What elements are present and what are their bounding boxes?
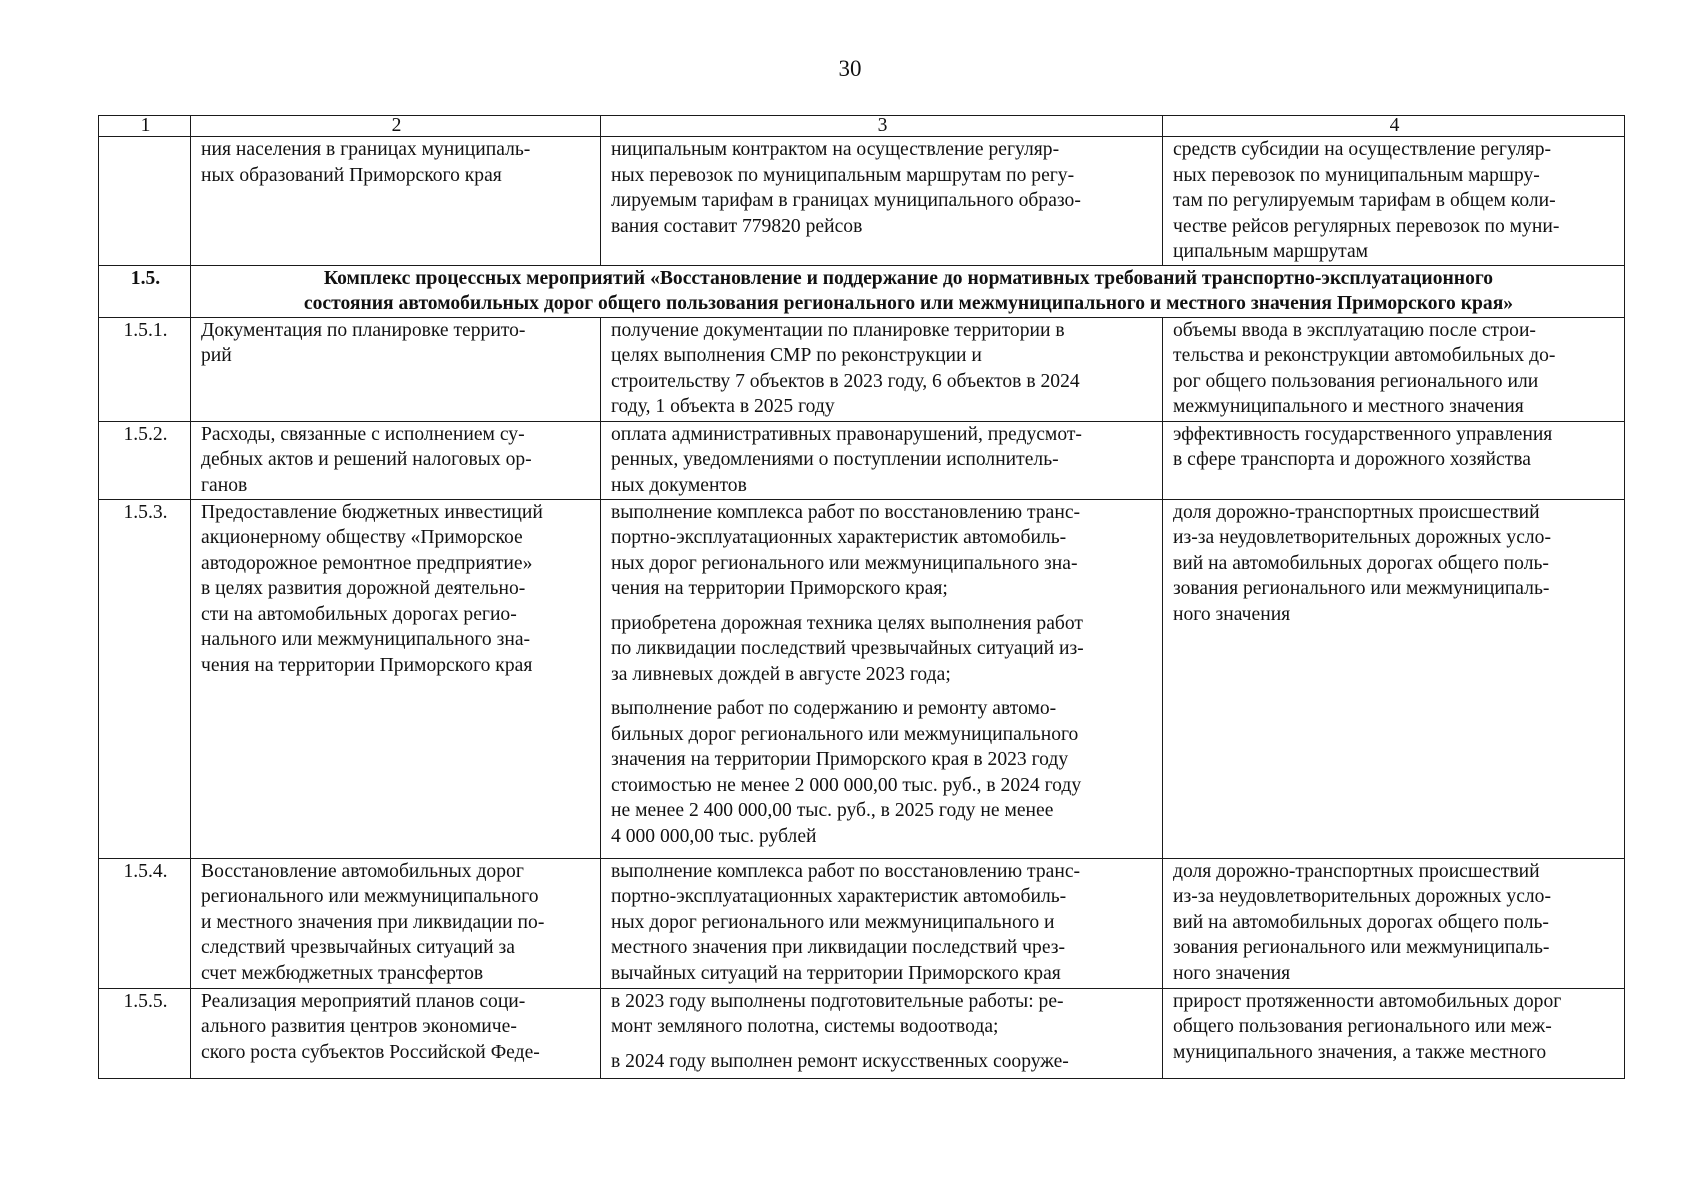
row-number: 1.5.3. bbox=[99, 499, 191, 858]
column-header: 2 bbox=[191, 116, 601, 137]
result-paragraph: выполнение комплекса работ по восстановлению транс- портно-эксплуатационных характеристик автомобиль- ных дорог регионального или межмуниципального и местного значения при ликвидации последствий чрез- вычайных ситуаций на территории Приморского края bbox=[611, 860, 1081, 984]
measure-name-cell: Восстановление автомобильных дорог регионального или межмуниципального и местного значения при ликвидации по- следствий чрезвычайных ситуаций за счет межбюджетных трансфертов bbox=[191, 858, 601, 988]
section-title: Комплекс процессных мероприятий «Восстановление и поддержание до нормативных требований транспортно-эксплуатационного состояния автомобильных дорог общего пользования регионального или межмуниципального и местного значения Приморского края» bbox=[191, 265, 1625, 317]
table-row bbox=[99, 421, 1625, 499]
continuation-row bbox=[99, 137, 1625, 266]
indicator-cell: объемы ввода в эксплуатацию после строи- тельства и реконструкции автомобильных до- рог общего пользования регионального или межмуниципального и местного значения bbox=[1163, 317, 1625, 421]
row-number: 1.5.4. bbox=[99, 858, 191, 988]
table-row bbox=[99, 499, 1625, 858]
indicator-cell: доля дорожно-транспортных происшествий из-за неудовлетворительных дорожных усло- вий на автомобильных дорогах общего поль- зования регионального или межмуниципаль- ного значения bbox=[1163, 499, 1625, 858]
measure-name-cell: ния населения в границах муниципаль- ных образований Приморского края bbox=[191, 137, 601, 266]
table-row bbox=[99, 988, 1625, 1078]
measure-name-cell: Документация по планировке террито- рий bbox=[191, 317, 601, 421]
table-row bbox=[99, 317, 1625, 421]
row-number: 1.5.5. bbox=[99, 988, 191, 1078]
result-paragraph: оплата административных правонарушений, предусмот- ренных, уведомлениями о поступлении исполнитель- ных документов bbox=[611, 423, 1082, 496]
result-paragraph: приобретена дорожная техника целях выполнения работ по ликвидации последствий чрезвычайных ситуаций из- за ливневых дождей в августе 2023 года; bbox=[611, 612, 1084, 685]
section-row bbox=[99, 265, 1625, 317]
column-header: 4 bbox=[1163, 116, 1625, 137]
row-number: 1.5.1. bbox=[99, 317, 191, 421]
column-header: 3 bbox=[601, 116, 1163, 137]
column-number-row bbox=[99, 116, 1625, 137]
column-header: 1 bbox=[99, 116, 191, 137]
measure-name-cell: Предоставление бюджетных инвестиций акционерному обществу «Приморское автодорожное ремонтное предприятие» в целях развития дорожной деятельно- сти на автомобильных дорогах регио- нального или межмуниципального зна- чения на территории Приморского края bbox=[191, 499, 601, 858]
measure-name-cell: Расходы, связанные с исполнением су- дебных актов и решений налоговых ор- ганов bbox=[191, 421, 601, 499]
result-paragraph: в 2024 году выполнен ремонт искусственных сооруже- bbox=[611, 1050, 1069, 1072]
result-cell bbox=[601, 988, 1163, 1078]
result-cell bbox=[601, 499, 1163, 858]
result-cell bbox=[601, 317, 1163, 421]
table-row bbox=[99, 858, 1625, 988]
indicator-cell: средств субсидии на осуществление регуляр- ных перевозок по муниципальным маршру- там по регулируемым тарифам в общем коли- честве рейсов регулярных перевозок по муни- ципальным маршрутам bbox=[1163, 137, 1625, 266]
measures-table bbox=[98, 115, 1625, 1079]
result-cell: ниципальным контрактом на осуществление регуляр- ных перевозок по муниципальным маршрутам по регу- лируемым тарифам в границах муниципального образо- вания составит 779820 рейсов bbox=[601, 137, 1163, 266]
result-paragraph: получение документации по планировке территории в целях выполнения СМР по реконструкции и строительству 7 объектов в 2023 году, 6 объектов в 2024 году, 1 объекта в 2025 году bbox=[611, 319, 1080, 417]
row-number-cell bbox=[99, 137, 191, 266]
row-number: 1.5.2. bbox=[99, 421, 191, 499]
indicator-cell: доля дорожно-транспортных происшествий из-за неудовлетворительных дорожных усло- вий на автомобильных дорогах общего поль- зования регионального или межмуниципаль- ного значения bbox=[1163, 858, 1625, 988]
section-number: 1.5. bbox=[99, 265, 191, 317]
result-paragraph: выполнение работ по содержанию и ремонту автомо- бильных дорог регионального или межмуниципального значения на территории Приморского края в 2023 году стоимостью не менее 2 000 000,00 тыс. руб., в 2024 году не менее 2 400 000,00 тыс. руб., в 2025 году не менее 4 000 000,00 тыс. рублей bbox=[611, 698, 1082, 847]
indicator-cell: прирост протяженности автомобильных дорог общего пользования регионального или меж- муниципального значения, а также местного bbox=[1163, 988, 1625, 1078]
measure-name-cell: Реализация мероприятий планов соци- ального развития центров экономиче- ского роста субъектов Российской Феде- bbox=[191, 988, 601, 1078]
result-cell bbox=[601, 858, 1163, 988]
result-paragraph: выполнение комплекса работ по восстановлению транс- портно-эксплуатационных характеристик автомобиль- ных дорог регионального или межмуниципального зна- чения на территории Приморского края; bbox=[611, 501, 1081, 599]
result-cell bbox=[601, 421, 1163, 499]
result-paragraph: в 2023 году выполнены подготовительные работы: ре- монт земляного полотна, системы водоотвода; bbox=[611, 990, 1064, 1037]
indicator-cell: эффективность государственного управления в сфере транспорта и дорожного хозяйства bbox=[1163, 421, 1625, 499]
page-number: 30 bbox=[838, 56, 862, 81]
